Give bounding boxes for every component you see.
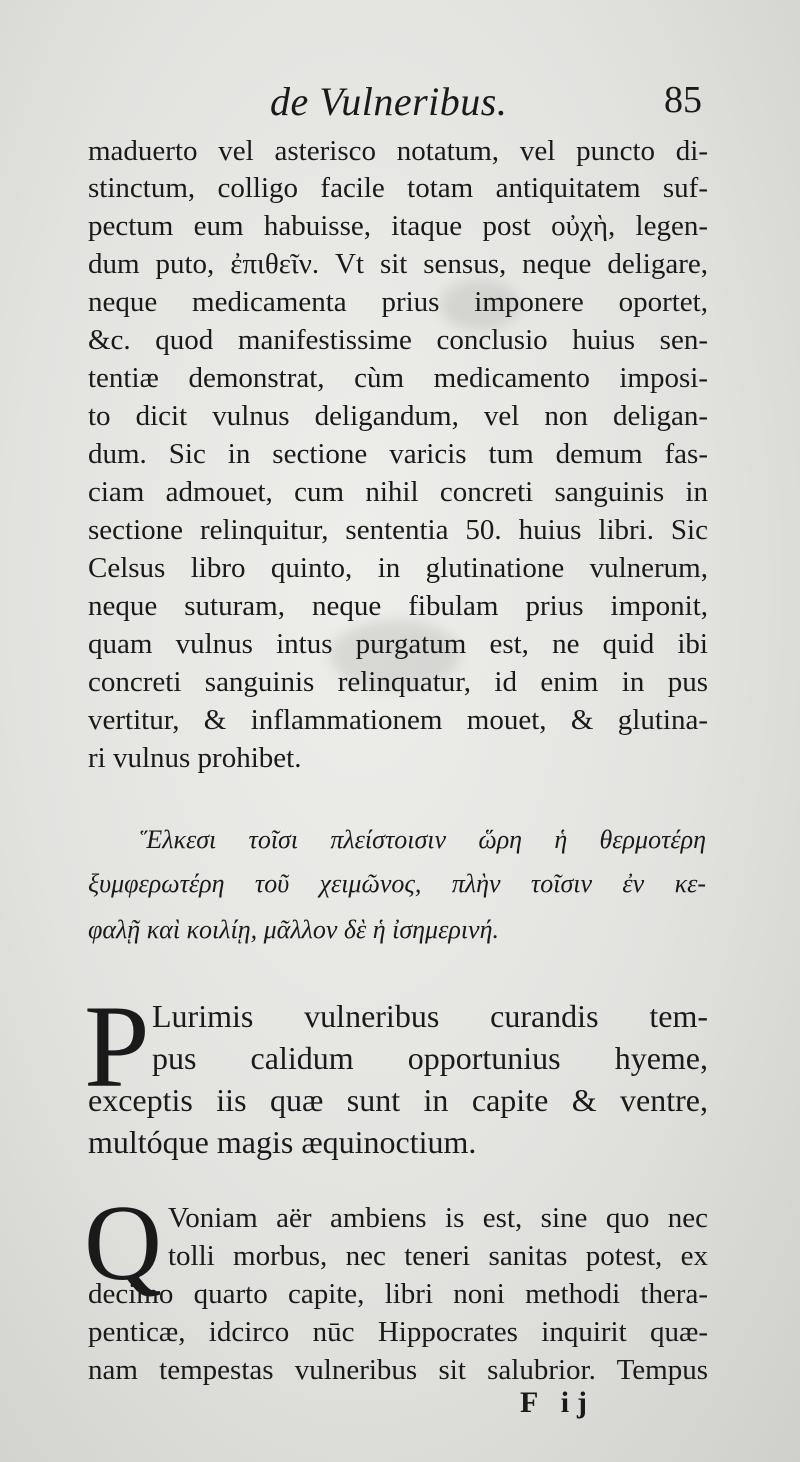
text-line: &c. quod manifestissime conclusio huius sen- [88, 324, 708, 356]
running-title: de Vulneribus. [270, 79, 508, 124]
text-line: nam tempestas vulneribus sit salubrior. Tempus [88, 1354, 708, 1386]
text-line: ciam admouet, cum nihil concreti sanguinis in [88, 476, 708, 508]
text-line: tentiæ demonstrat, cùm medicamento imposi- [88, 362, 708, 394]
text-line: neque suturam, neque fibulam prius imponit, [88, 590, 708, 622]
greek-line: ξυμφερωτέρη τοῦ χειμῶνος, πλὴν τοῖσιν ἐν κε- [88, 869, 706, 898]
text-line: concreti sanguinis relinquatur, id enim in pus [88, 666, 708, 698]
drop-cap-initial: P [84, 981, 150, 1112]
aphorism-line: exceptis iis quæ sunt in capite & ventre, [88, 1082, 708, 1118]
text-line: stinctum, colligo facile totam antiquitatem suf- [88, 172, 708, 204]
text-line: to dicit vulnus deligandum, vel non deligan- [88, 400, 708, 432]
text-line: dum puto, ἐπιθεῖν. Vt sit sensus, neque deligare, [88, 248, 708, 280]
aphorism-line: pus calidum opportunius hyeme, [152, 1040, 708, 1076]
text-line: ri vulnus prohibet. [88, 742, 302, 774]
greek-line: Ἕλκεσι τοῖσι πλείστοισιν ὥρη ἡ θερμοτέρη [140, 825, 706, 854]
text-line: Voniam aër ambiens is est, sine quo nec [168, 1202, 708, 1234]
text-line: sectione relinquitur, sententia 50. huius libri. Sic [88, 514, 708, 546]
text-line: penticæ, idcirco nūc Hippocrates inquirit quæ- [88, 1316, 708, 1348]
text-line: vertitur, & inflammationem mouet, & glutina- [88, 704, 708, 736]
text-line: neque medicamenta prius imponere oportet, [88, 286, 708, 318]
aphorism-line: multóque magis æquinoctium. [88, 1124, 477, 1160]
signature-mark: F ij [520, 1386, 596, 1419]
aphorism-line: Lurimis vulneribus curandis tem- [152, 998, 708, 1034]
text-line: pectum eum habuisse, itaque post οὐχὴ, legen- [88, 210, 708, 242]
text-line: Celsus libro quinto, in glutinatione vulnerum, [88, 552, 708, 584]
greek-line: φαλῇ καὶ κοιλίῃ, μᾶλλον δὲ ἡ ἰσημερινή. [88, 915, 499, 944]
text-line: decimo quarto capite, libri noni methodi thera- [88, 1278, 708, 1310]
text-line: quam vulnus intus purgatum est, ne quid ibi [88, 628, 708, 660]
text-line: dum. Sic in sectione varicis tum demum fas- [88, 438, 708, 470]
drop-cap-initial: Q [84, 1184, 162, 1303]
page-number: 85 [664, 79, 702, 121]
running-head [0, 78, 800, 128]
text-line: maduerto vel asterisco notatum, vel puncto di- [88, 135, 708, 167]
text-line: tolli morbus, nec teneri sanitas potest, ex [168, 1240, 708, 1272]
